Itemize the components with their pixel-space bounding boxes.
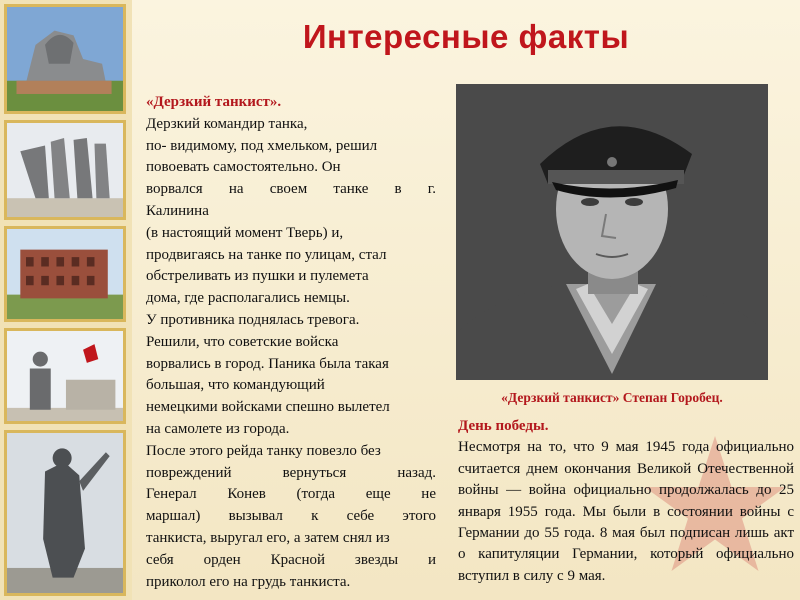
monument-photo-1 <box>4 4 126 114</box>
story-line: ворвались в город. Паника была такая <box>146 355 389 372</box>
story-line: маршал) вызывал к себе этого <box>146 508 436 525</box>
story-line: обстреливать из пушки и пулемета <box>146 268 369 285</box>
victory-day-block <box>458 416 794 587</box>
story-line: приколол его на грудь танкиста. <box>146 573 351 590</box>
monument-photo-strip <box>0 0 132 600</box>
story-line: (в настоящий момент Тверь) и, <box>146 224 344 241</box>
story-line: себя орден Красной звезды и <box>146 551 436 568</box>
monument-photo-3 <box>4 226 126 322</box>
story-line: Калинина <box>146 202 209 219</box>
story-line: продвигаясь на танке по улицам, стал <box>146 246 387 263</box>
story-line: танкиста, выругал его, а затем снял из <box>146 529 390 546</box>
story-line: повреждений вернуться назад. <box>146 464 436 481</box>
monument-photo-4 <box>4 328 126 424</box>
monument-photo-2 <box>4 120 126 220</box>
victory-text: Несмотря на то, что 9 мая 1945 года официально считается днем окончания Великой Отечественной войны — война официально продолжалась до 25 января 1955 года. Мы были в состоянии войны с Германии до 55 года. 8 мая был подписан лишь акт о капитуляции Германии, который официально вступил в силу с 9 мая. <box>458 439 794 584</box>
photo-caption: «Дерзкий танкист» Степан Горобец. <box>501 390 723 405</box>
story-line: После этого рейда танку повезло без <box>146 442 381 459</box>
story-line: на самолете из города. <box>146 420 290 437</box>
story-subtitle: «Дерзкий танкист». <box>146 94 282 110</box>
story-line: ворвался на своем танке в г. <box>146 181 436 198</box>
story-line: У противника поднялась тревога. <box>146 311 360 328</box>
tanker-portrait-photo <box>456 84 768 380</box>
story-line: дома, где располагались немцы. <box>146 290 350 307</box>
monument-photo-5 <box>4 430 126 596</box>
story-line: Дерзкий командир танка, <box>146 115 308 132</box>
story-text-block <box>146 92 436 593</box>
story-line: повоевать самостоятельно. Он <box>146 159 341 176</box>
story-line: Решили, что советские войска <box>146 333 339 350</box>
story-line: по- видимому, под хмельком, решил <box>146 137 378 154</box>
victory-heading: День победы. <box>458 418 549 434</box>
story-line: Генерал Конев (тогда еще не <box>146 486 436 503</box>
story-line: немецкими войсками спешно вылетел <box>146 399 390 416</box>
page-title: Интересные факты <box>302 18 630 55</box>
story-line: большая, что командующий <box>146 377 325 394</box>
